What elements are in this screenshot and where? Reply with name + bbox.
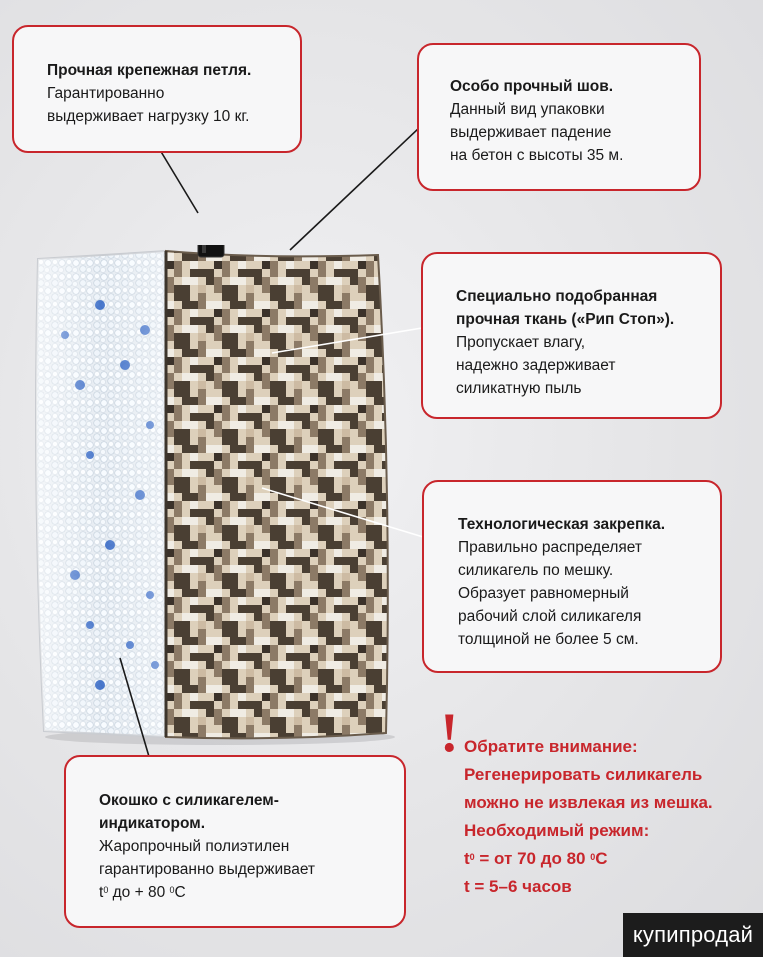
warning-line: Необходимый режим: [464,821,650,840]
callout-body-line-temperature [99,881,396,904]
temp-range: = от 70 до 80 [474,849,591,868]
callout-indicator-window [64,755,406,928]
callout-body: Гарантированно выдерживает нагрузку 10 кг. [47,85,250,125]
watermark-logo: купипродай [623,913,763,957]
temp-unit: С [595,849,608,868]
degree-superscript: 0 [590,852,596,862]
callout-title: Прочная крепежная петля. [47,62,252,79]
warning-text [464,733,763,901]
temp-symbol: t [99,884,104,901]
callout-title-line2: индикатором. [99,815,205,832]
callout-body-line: гарантированно выдерживает [99,861,316,878]
callout-title-line2: прочная ткань («Рип Стоп»). [456,311,675,328]
silica-gel-bag-image [30,245,400,745]
warning-line: Регенерировать силикагель [464,765,703,784]
callout-title: Технологическая закрепка. [458,516,666,533]
callout-fastening-loop [12,25,302,153]
callout-technological-clip [422,480,722,673]
callout-title: Окошко с силикагелем- [99,792,279,809]
superscript: 0 [469,852,475,862]
callout-ripstop-fabric [421,252,722,419]
warning-line: Обратите внимание: [464,737,638,756]
callout-body: Пропускает влагу, надежно задерживает силикатную пыль [456,334,616,397]
degree-superscript: 0 [169,885,175,895]
exclamation-icon: ! [440,702,459,764]
warning-line: t = 5–6 часов [464,877,572,896]
temp-unit: С [174,884,186,901]
temp-text: до + 80 [108,884,170,901]
callout-body: Правильно распределяет силикагель по мешку. Образует равномерный рабочий слой силикагеля толщиной не более 5 см. [458,539,642,648]
callout-body: Данный вид упаковки выдерживает падение на бетон с высоты 35 м. [450,101,624,164]
callout-seam [417,43,701,191]
superscript: 0 [103,885,109,895]
callout-title: Специально подобранная [456,288,658,305]
warning-line-temperature [464,845,763,873]
callout-body-line: Жаропрочный полиэтилен [99,838,290,855]
temp-symbol: t [464,849,470,868]
warning-line: можно не извлекая из мешка. [464,793,713,812]
callout-title: Особо прочный шов. [450,78,614,95]
